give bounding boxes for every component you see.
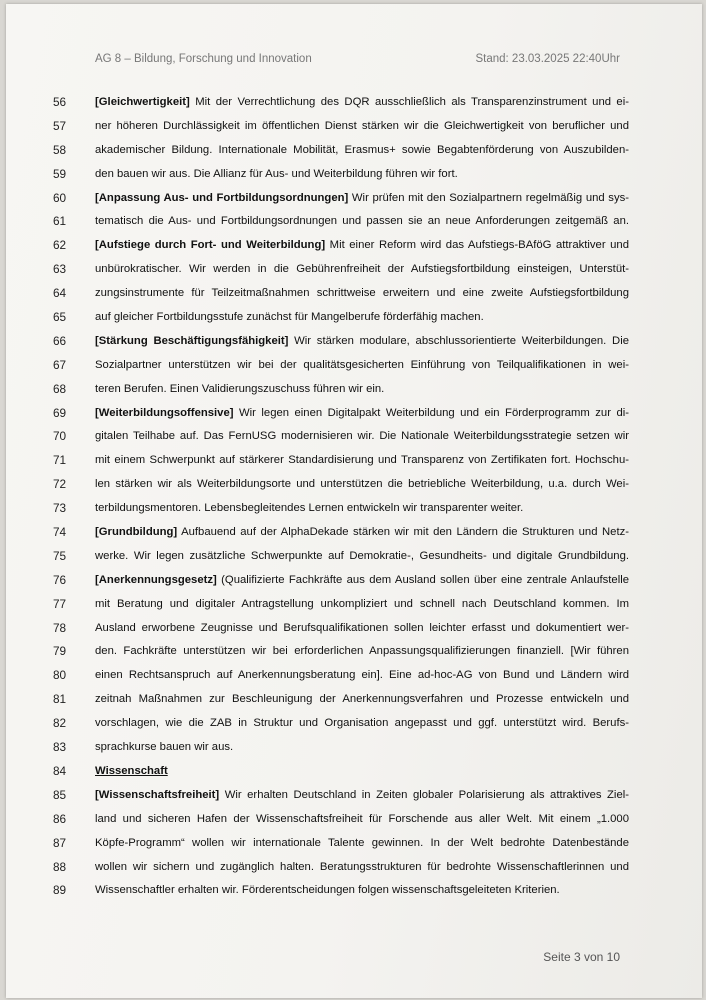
line-number: 86 — [53, 811, 67, 826]
text-line — [6, 116, 702, 140]
line-content: Wir stärken modulare, abschlussorientierte Weiterbildungen. Die — [288, 334, 629, 347]
text-line — [6, 283, 702, 307]
page-number: Seite 3 von 10 — [543, 950, 620, 964]
text-line — [6, 594, 702, 618]
line-number: 58 — [53, 142, 67, 157]
text-line — [6, 211, 702, 235]
text-line — [6, 140, 702, 164]
document-page — [6, 4, 702, 998]
paragraph-keyword: [Anerkennungsgesetz] — [95, 573, 217, 586]
text-line — [6, 188, 702, 212]
line-content: zungsinstrumente für Teilzeitmaßnahmen schrittweise erweitern und eine zweite Aufstiegsfortbildung — [95, 287, 629, 300]
line-number: 70 — [53, 429, 67, 444]
line-content: gitalen Teilhabe auf. Das FernUSG modernisieren wir. Die Nationale Weiterbildungsstrategie setzen wir — [95, 430, 629, 443]
paragraph-keyword: [Grundbildung] — [95, 526, 178, 539]
line-text — [95, 689, 629, 709]
text-line — [6, 785, 702, 809]
line-content: land und sicheren Hafen der Wissenschaftsfreiheit für Forschende aus aller Welt. Mit einem „1.000 — [95, 812, 629, 825]
text-line — [6, 426, 702, 450]
line-text — [95, 164, 629, 184]
line-text — [95, 307, 629, 327]
text-line — [6, 809, 702, 833]
line-number: 84 — [53, 763, 67, 778]
line-text — [95, 450, 629, 470]
text-line — [6, 737, 702, 761]
line-number: 87 — [53, 835, 67, 850]
line-text — [95, 809, 629, 829]
line-number: 76 — [53, 572, 67, 587]
line-number: 57 — [53, 118, 67, 133]
line-content: den bauen wir aus. Die Allianz für Aus- und Weiterbildung führen wir fort. — [95, 167, 458, 180]
line-content: zeitnah Maßnahmen zur Beschleunigung der Anerkennungsverfahren und Prozesse entwickeln und — [95, 693, 629, 706]
line-text — [95, 761, 629, 781]
line-text — [95, 857, 629, 877]
line-content: terbildungsmentoren. Lebensbegleitendes Lernen entwickeln wir transparenter weiter. — [95, 502, 524, 515]
line-number: 78 — [53, 620, 67, 635]
line-content: Wissenschaftler erhalten wir. Förderentscheidungen folgen wissenschaftsgeleiteten Kriterien. — [95, 884, 560, 897]
line-content: vorschlagen, wie die ZAB in Struktur und Organisation angepasst und ggf. unterstützt wird. Berufs- — [95, 717, 629, 730]
line-number: 56 — [53, 95, 67, 109]
text-line — [6, 403, 702, 427]
text-line — [6, 713, 702, 737]
line-content: sprachkurse bauen wir aus. — [95, 741, 234, 754]
line-number: 64 — [53, 286, 67, 301]
line-text — [95, 546, 629, 566]
line-content: akademischer Bildung. Internationale Mobilität, Erasmus+ sowie Begabtenförderung von Auszubilden- — [95, 143, 629, 156]
line-text — [95, 594, 629, 614]
line-content: werke. Wir legen zusätzliche Schwerpunkte auf Demokratie-, Gesundheits- und digitale Grundbildung. — [95, 549, 629, 562]
line-number: 73 — [53, 501, 67, 516]
line-content: Sozialpartner unterstützen wir bei der qualitätsgesicherten Einführung von Teilqualifikationen in wei- — [95, 358, 629, 371]
line-content: mit Beratung und digitaler Antragstellung unkompliziert und schnell nach Deutschland kommen. Im — [95, 597, 629, 610]
text-line — [6, 498, 702, 522]
line-text — [95, 570, 629, 590]
line-text — [95, 92, 629, 112]
line-content: Mit der Verrechtlichung des DQR ausschließlich als Transparenzinstrument und ei- — [189, 96, 629, 108]
line-number: 89 — [53, 883, 67, 898]
text-line — [6, 92, 702, 116]
line-text — [95, 426, 629, 446]
line-number: 61 — [53, 214, 67, 229]
line-number: 81 — [53, 692, 67, 707]
line-number: 60 — [53, 190, 67, 205]
line-text — [95, 737, 629, 757]
line-number: 85 — [53, 787, 67, 802]
line-content: Ausland erworbene Zeugnisse und Berufsqualifikationen sollen leichter erfasst und dokumentiert wer- — [95, 621, 629, 634]
line-text — [95, 785, 629, 805]
line-text — [95, 235, 629, 255]
line-content: unbürokratischer. Wir werden in die Gebührenfreiheit der Aufstiegsfortbildung einsteigen, Unterstüt- — [95, 263, 629, 276]
line-content: mit einem Schwerpunkt auf stärkerer Standardisierung und Transparenz von Zertifikaten fort. Hochschu- — [95, 454, 629, 467]
text-line — [6, 689, 702, 713]
line-text — [95, 188, 629, 208]
line-number: 80 — [53, 668, 67, 683]
text-line — [6, 164, 702, 188]
line-text — [95, 498, 629, 518]
text-line — [6, 474, 702, 498]
line-number: 59 — [53, 166, 67, 181]
line-text — [95, 474, 629, 494]
line-content: tematisch die Aus- und Fortbildungsordnungen und passen sie an neue Anforderungen zeitgemäß an. — [95, 215, 629, 228]
line-text — [95, 713, 629, 733]
line-content: (Qualifizierte Fachkräfte aus dem Ausland sollen über eine zentrale Anlaufstelle — [216, 573, 629, 586]
line-text — [95, 259, 629, 279]
line-text — [95, 331, 629, 351]
line-number: 79 — [53, 644, 67, 659]
line-number: 69 — [53, 405, 67, 420]
line-text — [95, 379, 629, 399]
text-line — [6, 641, 702, 665]
text-line — [6, 665, 702, 689]
line-text — [95, 140, 629, 160]
text-line — [6, 546, 702, 570]
line-text — [95, 403, 629, 423]
line-content: Mit einer Reform wird das Aufstiegs-BAföG attraktiver und — [325, 239, 629, 252]
paragraph-keyword: [Anpassung Aus- und Fortbildungsordnungen] — [95, 191, 349, 204]
line-number: 63 — [53, 262, 67, 277]
line-text — [95, 618, 629, 638]
line-content: Aufbauend auf der AlphaDekade stärken wir mit den Ländern die Strukturen und Netz- — [177, 526, 629, 539]
line-content: Wir prüfen mit den Sozialpartnern regelmäßig und sys- — [348, 191, 629, 204]
line-number: 83 — [53, 740, 67, 755]
text-line — [6, 235, 702, 259]
line-content: len stärken wir als Weiterbildungsorte und unterstützen die betriebliche Weiterbildung, u.a. durch Wei- — [95, 478, 629, 491]
line-number: 66 — [53, 333, 67, 348]
line-number: 88 — [53, 859, 67, 874]
header-title: AG 8 – Bildung, Forschung und Innovation — [95, 53, 312, 65]
line-content: wollen wir sichern und zugänglich halten. Beratungsstrukturen für bedrohte Wissenschaftlerinnen und — [95, 860, 629, 873]
text-line — [6, 355, 702, 379]
text-line — [6, 259, 702, 283]
text-line — [6, 331, 702, 355]
line-content: Wir erhalten Deutschland in Zeiten globaler Polarisierung als attraktives Ziel- — [219, 788, 629, 801]
line-content: Wir legen einen Digitalpakt Weiterbildung und ein Förderprogramm zur di- — [233, 406, 629, 419]
text-line — [6, 307, 702, 331]
line-content: einen Rechtsanspruch auf Anerkennungsberatung ein]. Eine ad-hoc-AG von Bund und Ländern wird — [95, 669, 629, 682]
paragraph-keyword: [Weiterbildungsoffensive] — [95, 406, 234, 419]
text-line — [6, 570, 702, 594]
line-text — [95, 522, 629, 542]
page-header — [95, 53, 620, 65]
line-number: 77 — [53, 596, 67, 611]
line-text — [95, 211, 629, 231]
text-line — [6, 618, 702, 642]
line-text — [95, 355, 629, 375]
line-content: auf gleicher Fortbildungsstufe zunächst für Mangelberufe förderfähig machen. — [95, 311, 484, 324]
text-line — [6, 522, 702, 546]
header-date: Stand: 23.03.2025 22:40Uhr — [475, 53, 620, 65]
text-line — [6, 761, 702, 785]
line-text — [95, 116, 629, 136]
line-number: 62 — [53, 238, 67, 253]
line-number: 67 — [53, 357, 67, 372]
line-number: 68 — [53, 381, 67, 396]
line-text — [95, 833, 629, 853]
line-number: 71 — [53, 453, 67, 468]
line-text — [95, 880, 629, 900]
line-text — [95, 641, 629, 661]
paragraph-keyword: [Gleichwertigkeit] — [95, 96, 190, 108]
text-line — [6, 880, 702, 904]
text-line — [6, 379, 702, 403]
line-content: Köpfe-Programm“ wollen wir internationale Talente gewinnen. In der Welt bedrohte Datenbestände — [95, 836, 629, 849]
line-text — [95, 283, 629, 303]
section-heading: Wissenschaft — [95, 764, 168, 777]
line-number: 72 — [53, 477, 67, 492]
line-number: 65 — [53, 310, 67, 325]
text-line — [6, 450, 702, 474]
line-content: ner höheren Durchlässigkeit im öffentlichen Dienst stärken wir die Gleichwertigkeit von beruflicher und — [95, 119, 629, 132]
line-number: 82 — [53, 716, 67, 731]
line-content: den. Fachkräfte unterstützen wir bei erforderlichen Anpassungsqualifizierungen finanziell. [Wir führen — [95, 645, 629, 658]
text-body — [6, 92, 702, 904]
line-number: 74 — [53, 525, 67, 540]
line-text — [95, 665, 629, 685]
paragraph-keyword: [Wissenschaftsfreiheit] — [95, 788, 220, 801]
paragraph-keyword: [Aufstiege durch Fort- und Weiterbildung] — [95, 239, 326, 252]
paragraph-keyword: [Stärkung Beschäftigungsfähigkeit] — [95, 334, 289, 347]
text-line — [6, 833, 702, 857]
text-line — [6, 857, 702, 881]
line-number: 75 — [53, 548, 67, 563]
line-content: teren Berufen. Einen Validierungszuschuss führen wir ein. — [95, 382, 385, 395]
